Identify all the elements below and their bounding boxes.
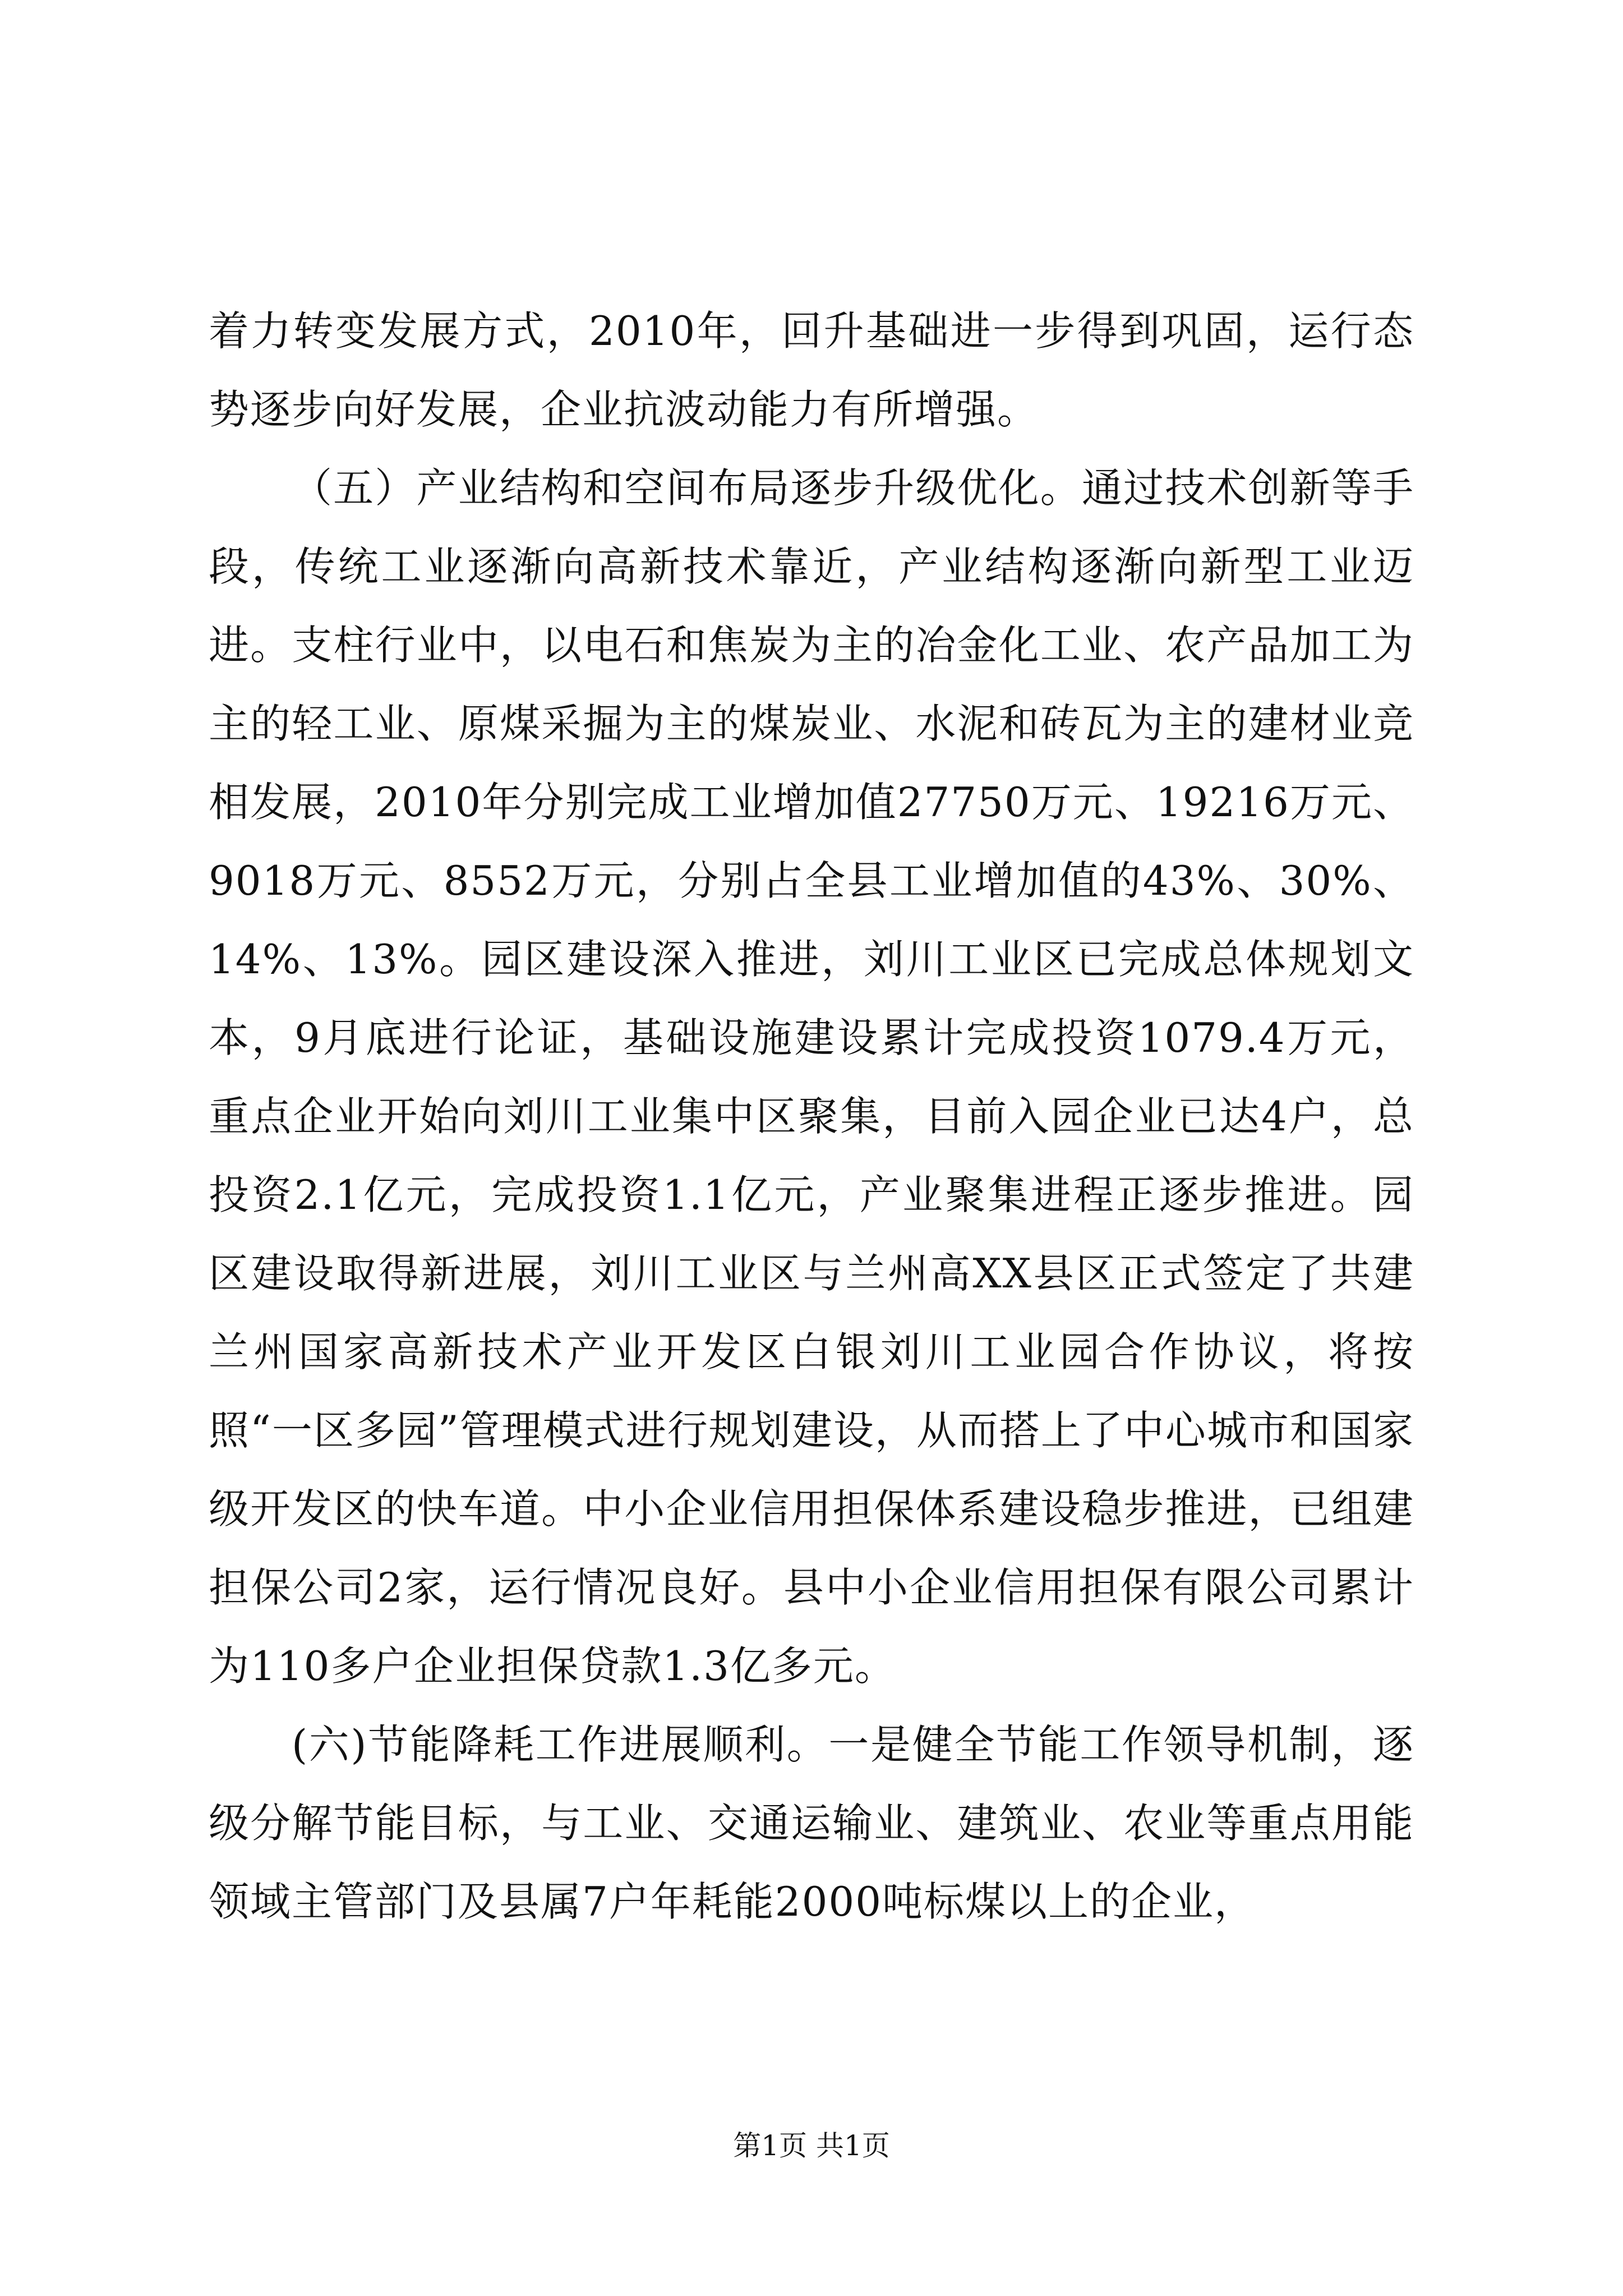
paragraph-section-five: （五）产业结构和空间布局逐步升级优化。通过技术创新等手段，传统工业逐渐向高新技术靠近，产业结构逐渐向新型工业迈进。支柱行业中，以电石和焦炭为主的冶金化工业、农产品加工为主的轻工业、原煤采掘为主的煤炭业、水泥和砖瓦为主的建材业竞相发展，2010年分别完成工业增加值27750万元、19216万元、9018万元、8552万元，分别占全县工业增加值的43%、30%、14%、13%。园区建设深入推进，刘川工业区已完成总体规划文本，9月底进行论证，基础设施建设累计完成投资1079.4万元，重点企业开始向刘川工业集中区聚集，目前入园企业已达4户，总投资2.1亿元，完成投资1.1亿元，产业聚集进程正逐步推进。园区建设取得新进展，刘川工业区与兰州高XX县区正式签定了共建兰州国家高新技术产业开发区白银刘川工业园合作协议，将按照“一区多园”管理模式进行规划建设，从而搭上了中心城市和国家级开发区的快车道。中小企业信用担保体系建设稳步推进，已组建担保公司2家，运行情况良好。县中小企业信用担保有限公司累计为110多户企业担保贷款1.3亿多元。 bbox=[209, 464, 1414, 1690]
page-footer: 第1页 共1页 bbox=[733, 2129, 890, 2162]
document-body bbox=[209, 292, 1414, 1941]
paragraph-section-six: (六)节能降耗工作进展顺利。一是健全节能工作领导机制，逐级分解节能目标，与工业、交通运输业、建筑业、农业等重点用能领域主管部门及县属7户年耗能2000吨标煤以上的企业， bbox=[209, 1721, 1414, 1925]
paragraph-continued: 着力转变发展方式，2010年，回升基础进一步得到巩固，运行态势逐步向好发展，企业抗波动能力有所增强。 bbox=[209, 307, 1414, 433]
